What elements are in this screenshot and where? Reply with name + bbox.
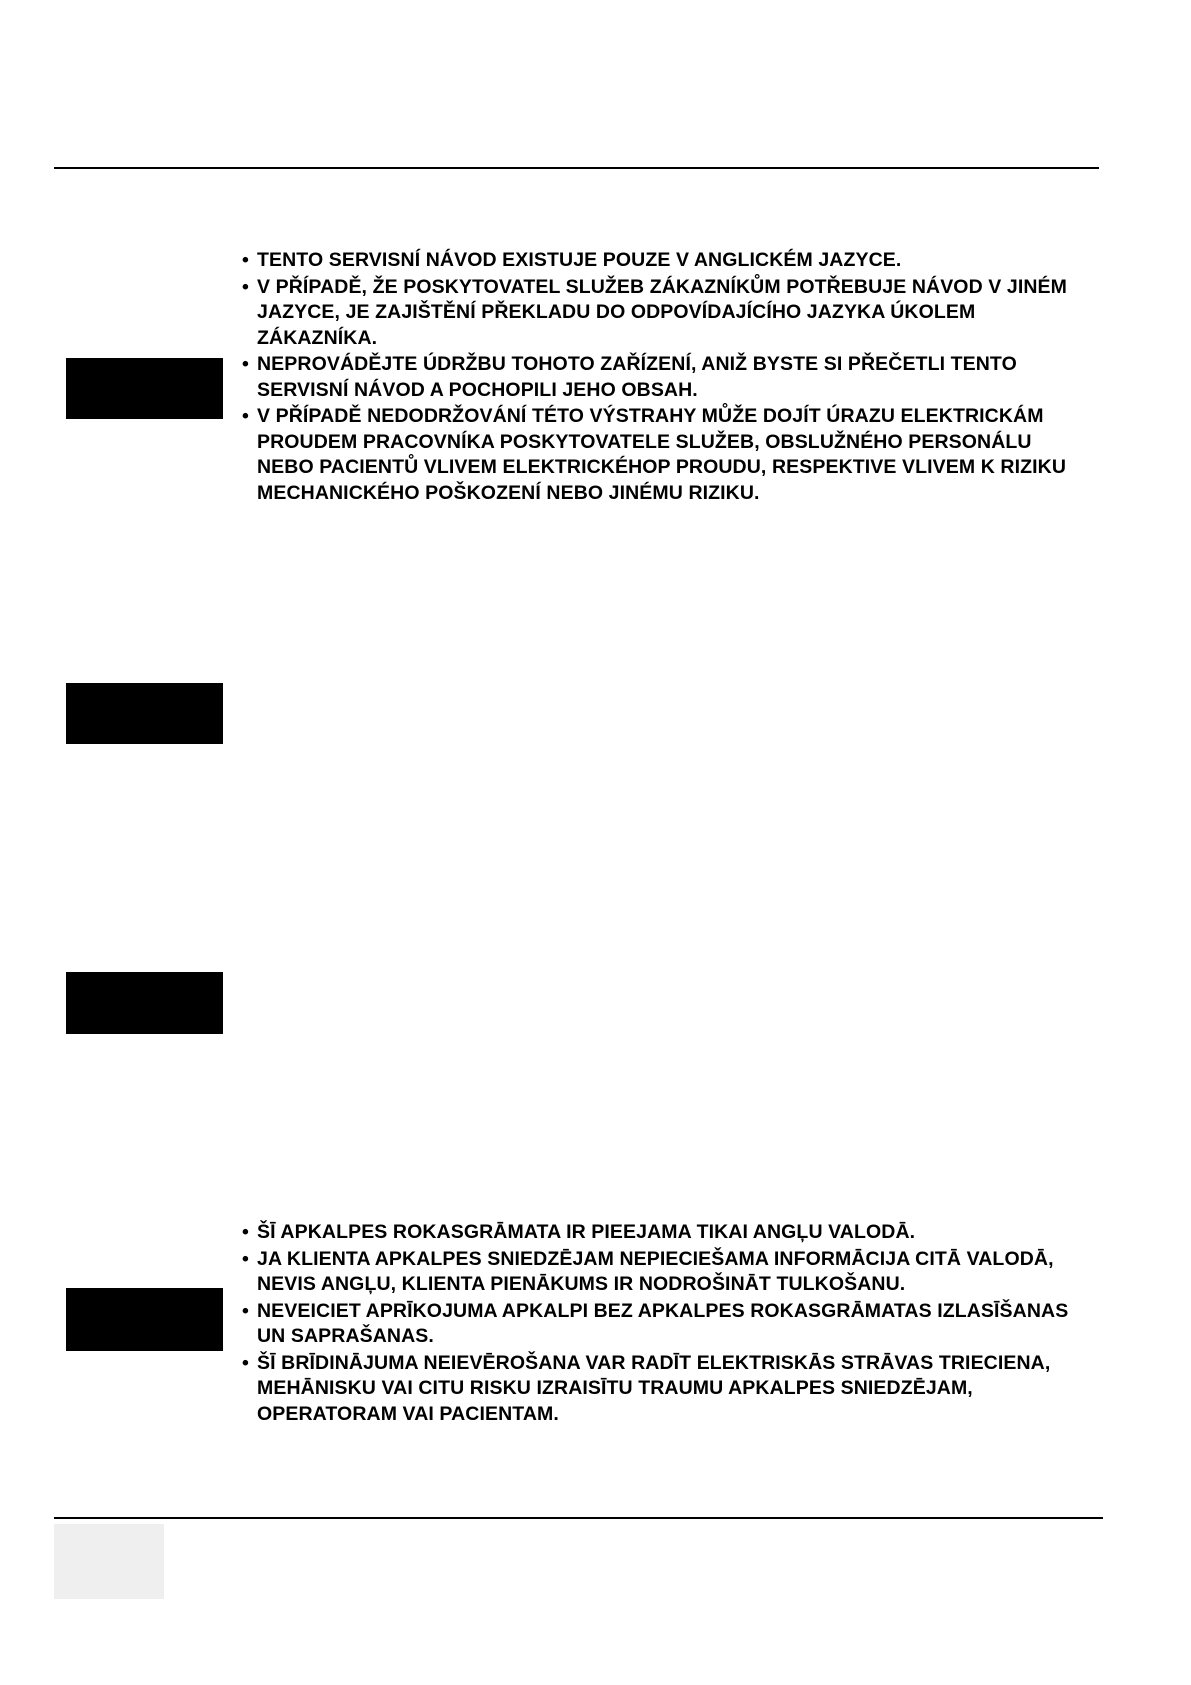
warning-label-box-lv xyxy=(66,1288,223,1351)
warning-label-box-cs xyxy=(66,358,223,419)
warning-label-box xyxy=(66,972,223,1034)
warning-item: • TENTO SERVISNÍ NÁVOD EXISTUJE POUZE V ANGLICKÉM JAZYCE. xyxy=(242,248,1092,274)
warning-item: • ŠĪ APKALPES ROKASGRĀMATA IR PIEEJAMA TIKAI ANGĻU VALODĀ. xyxy=(242,1220,1092,1246)
warning-list-cs xyxy=(242,248,1092,507)
warning-label-box xyxy=(66,683,223,744)
page-number-tab xyxy=(54,1524,164,1599)
warning-list-lv xyxy=(242,1220,1092,1428)
warning-item: • ŠĪ BRĪDINĀJUMA NEIEVĒROŠANA VAR RADĪT ELEKTRISKĀS STRĀVAS TRIECIENA, MEHĀNISKU VAI CITU RISKU IZRAISĪTU TRAUMU APKALPES SNIEDZĒJAM, OPERATORAM VAI PACIENTAM. xyxy=(242,1351,1092,1428)
warning-item: • NEPROVÁDĚJTE ÚDRŽBU TOHOTO ZAŘÍZENÍ, ANIŽ BYSTE SI PŘEČETLI TENTO SERVISNÍ NÁVOD A POCHOPILI JEHO OBSAH. xyxy=(242,352,1092,403)
warning-item: • JA KLIENTA APKALPES SNIEDZĒJAM NEPIECIEŠAMA INFORMĀCIJA CITĀ VALODĀ, NEVIS ANGĻU, KLIENTA PIENĀKUMS IR NODROŠINĀT TULKOŠANU. xyxy=(242,1247,1092,1298)
footer-rule xyxy=(54,1517,1103,1519)
warning-item: • V PŘÍPADĚ NEDODRŽOVÁNÍ TÉTO VÝSTRAHY MŮŽE DOJÍT ÚRAZU ELEKTRICKÁM PROUDEM PRACOVNÍKA POSKYTOVATELE SLUŽEB, OBSLUŽNÉHO PERSONÁLU NEBO PACIENTŮ VLIVEM ELEKTRICKÉHOP PROUDU, RESPEKTIVE VLIVEM K RIZIKU MECHANICKÉHO POŠKOZENÍ NEBO JINÉMU RIZIKU. xyxy=(242,404,1092,506)
warning-item: • NEVEICIET APRĪKOJUMA APKALPI BEZ APKALPES ROKASGRĀMATAS IZLASĪŠANAS UN SAPRAŠANAS. xyxy=(242,1299,1092,1350)
warning-item: • V PŘÍPADĚ, ŽE POSKYTOVATEL SLUŽEB ZÁKAZNÍKŮM POTŘEBUJE NÁVOD V JINÉM JAZYCE, JE ZAJIŠTĚNÍ PŘEKLADU DO ODPOVÍDAJÍCÍHO JAZYKA ÚKOLEM ZÁKAZNÍKA. xyxy=(242,275,1092,352)
header-rule xyxy=(54,167,1099,169)
